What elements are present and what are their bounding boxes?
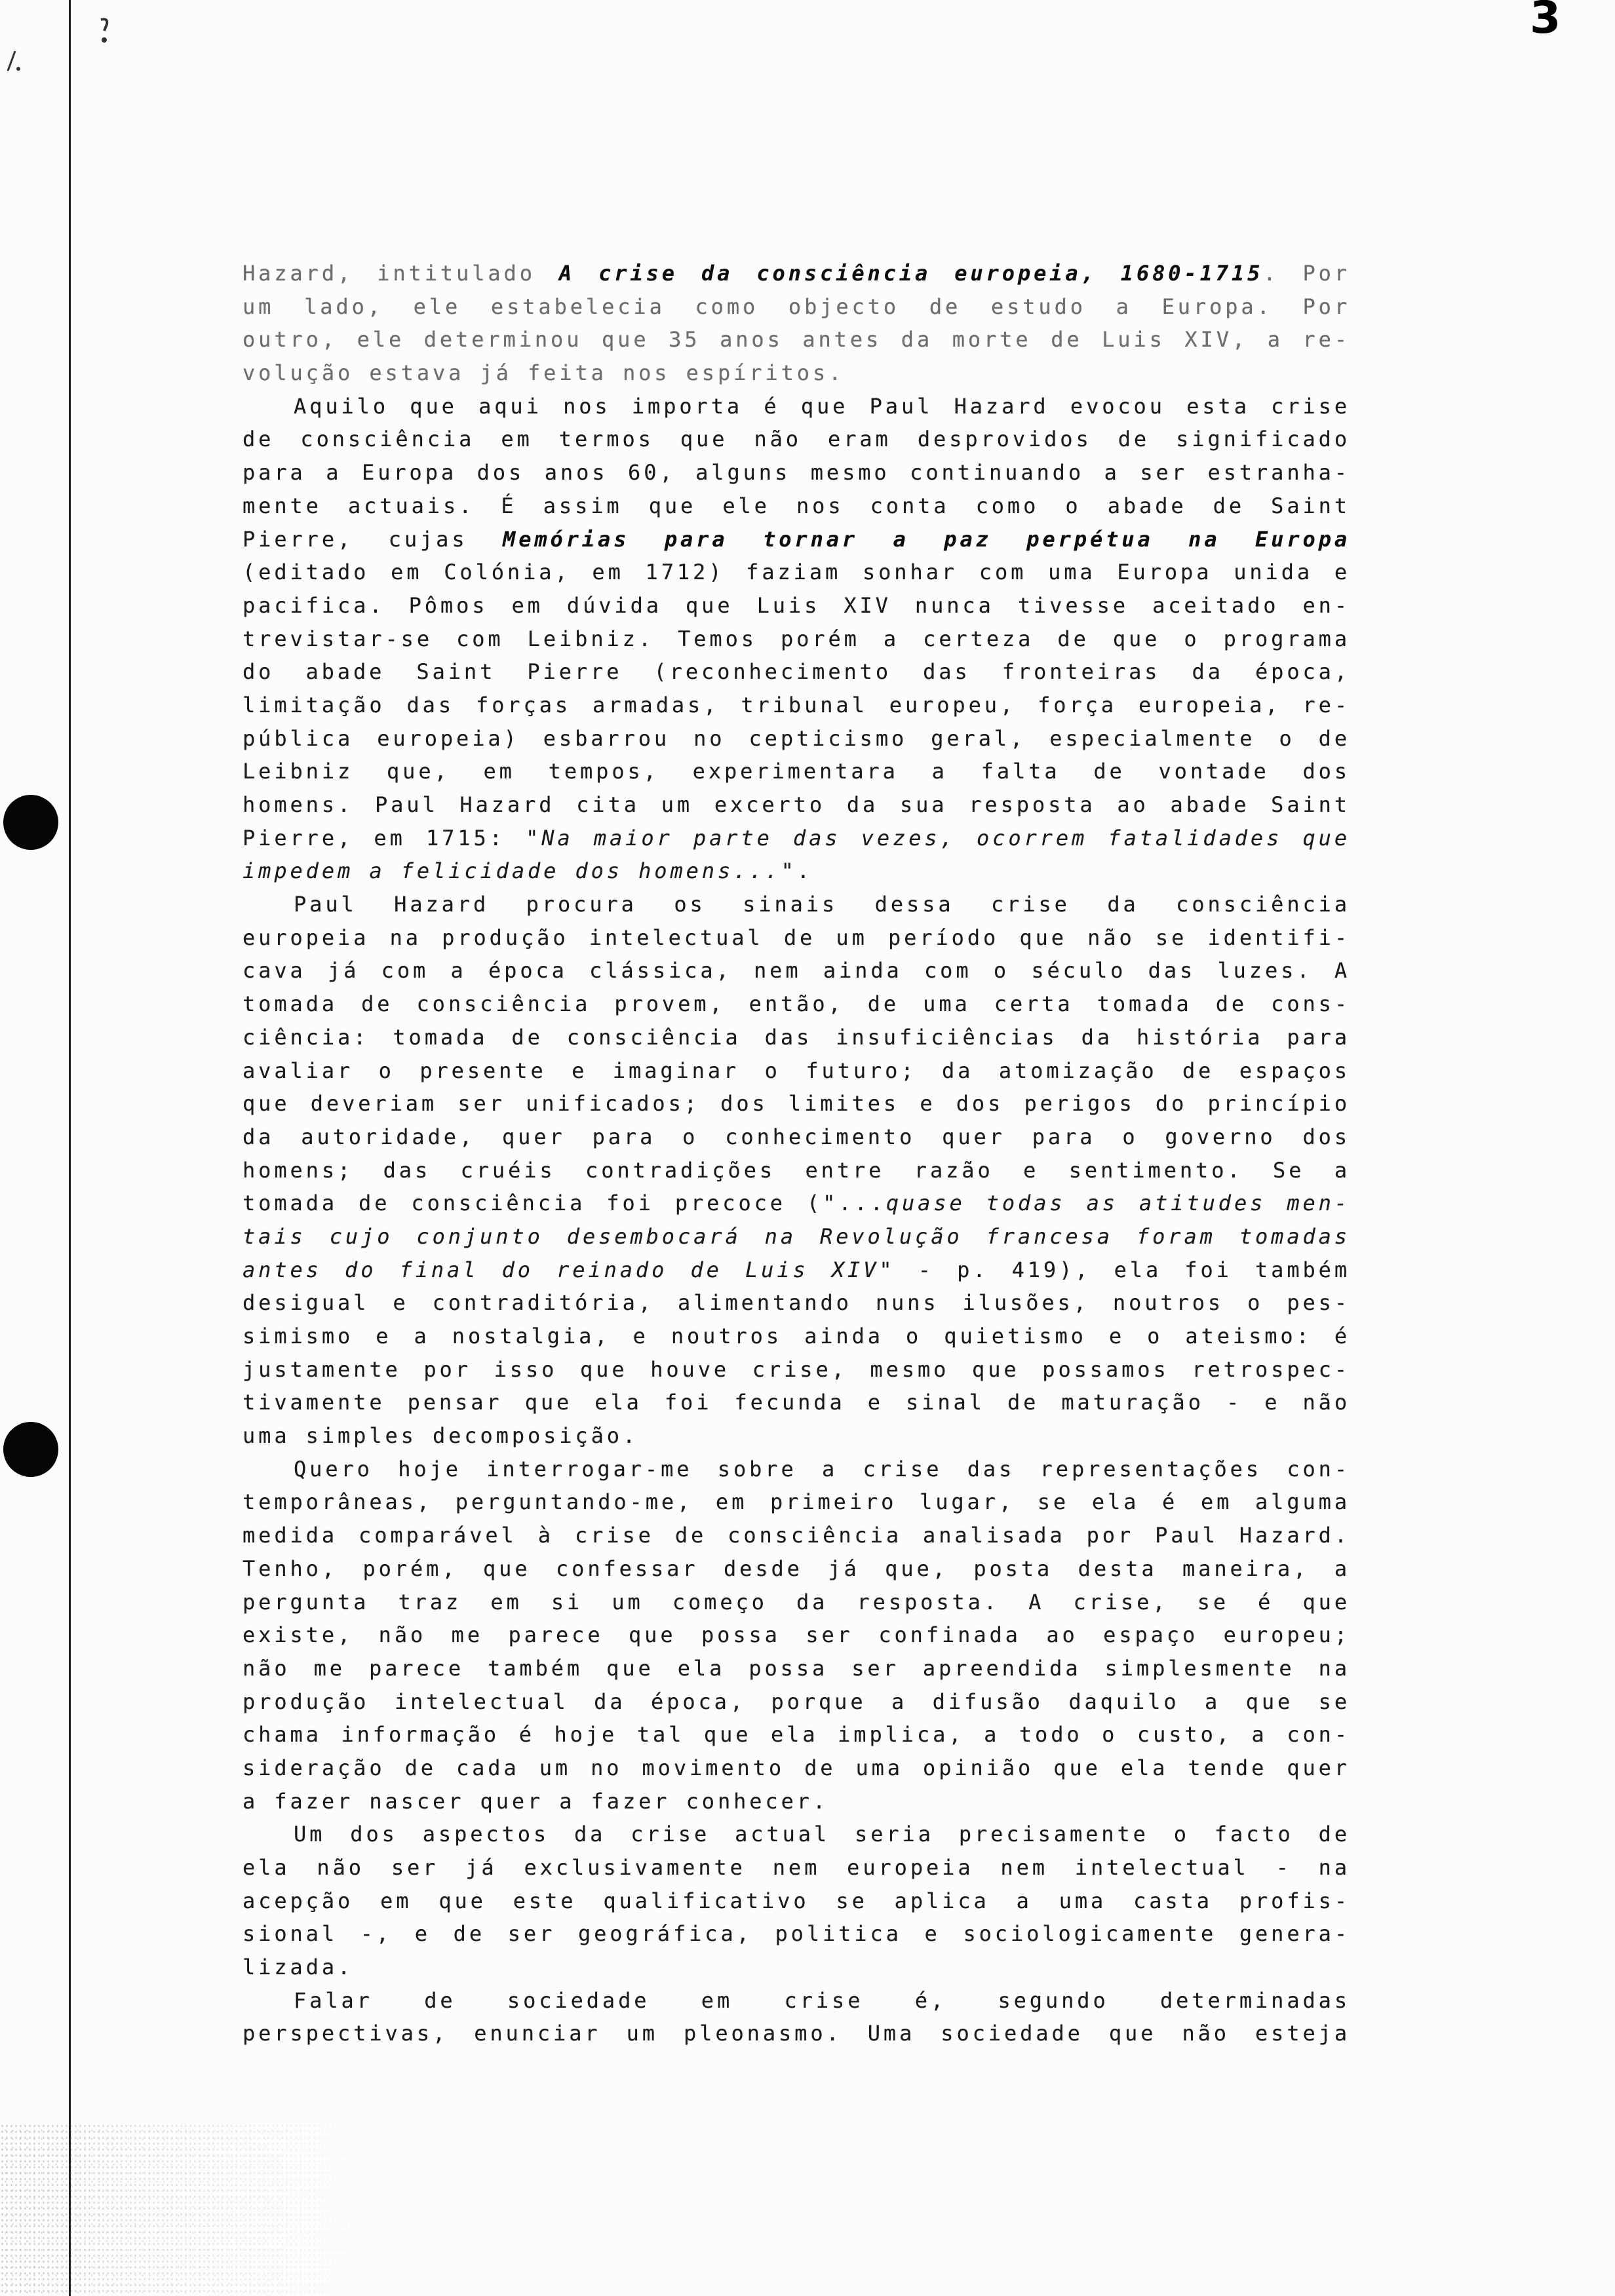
text-line [243, 755, 1350, 788]
punch-hole [3, 1422, 58, 1477]
text-segment: (editado em Colónia, em 1712) faziam sonhar com uma Europa unida e [243, 560, 1350, 585]
text-line [243, 1320, 1350, 1353]
text-segment: ela não ser já exclusivamente nem europeia nem intelectual - na [243, 1855, 1350, 1880]
text-line [243, 589, 1350, 622]
text-segment: perspectivas, enunciar um pleonasmo. Uma sociedade que não esteja [243, 2021, 1350, 2046]
text-segment: para a Europa dos anos 60, alguns mesmo continuando a ser estranha- [243, 460, 1350, 486]
text-segment: produção intelectual da época, porque a difusão daquilo a que se [243, 1689, 1350, 1714]
text-segment: Quero hoje interrogar-me sobre a crise das representações con- [294, 1456, 1350, 1482]
margin-rule [69, 0, 71, 2296]
text-segment: do abade Saint Pierre (reconhecimento das fronteiras da época, [243, 659, 1350, 685]
text-segment: acepção em que este qualificativo se aplica a uma casta profis- [243, 1888, 1350, 1913]
text-segment: trevistar-se com Leibniz. Temos porém a certeza de que o programa [243, 626, 1350, 651]
text-line [243, 1851, 1350, 1885]
text-line [243, 1652, 1350, 1685]
text-segment: volução estava já feita nos espíritos. [243, 360, 845, 386]
text-line [243, 1552, 1350, 1586]
text-line [243, 1286, 1350, 1320]
text-segment: não me parece também que ela possa ser apreendida simplesmente na [243, 1655, 1350, 1681]
book-title: A crise da consciência europeia, 1680-1715 [558, 261, 1264, 286]
text-segment: tomada de consciência provem, então, de uma certa tomada de cons- [243, 991, 1350, 1017]
text-segment: desigual e contraditória, alimentando nuns ilusões, noutros o pes- [243, 1290, 1350, 1316]
text-segment: . Por [1263, 261, 1351, 286]
text-line [243, 921, 1350, 955]
paragraph [243, 1984, 1350, 2050]
quotation: quase todas as atitudes men- [885, 1191, 1350, 1216]
text-line [243, 2017, 1350, 2050]
text-line [243, 788, 1350, 822]
text-segment: homens; das cruéis contradições entre razão e sentimento. Se a [243, 1157, 1350, 1183]
text-line [243, 1120, 1350, 1154]
text-segment: pacifica. Pômos em dúvida que Luis XIV nunca tivesse aceitado en- [243, 592, 1350, 618]
text-segment: um lado, ele estabelecia como objecto de estudo a Europa. Por [243, 294, 1350, 319]
text-line [243, 722, 1350, 756]
paragraph [243, 257, 1350, 390]
text-line [243, 1353, 1350, 1387]
text-segment: da autoridade, quer para o conhecimento quer para o governo dos [243, 1124, 1350, 1149]
text-line [243, 1718, 1350, 1751]
text-segment: outro, ele determinou que 35 anos antes da morte de Luis XIV, a re- [243, 327, 1350, 353]
text-segment: Pierre, em 1715: [243, 825, 526, 851]
text-line [243, 954, 1350, 987]
text-line [243, 1054, 1350, 1088]
text-segment: sional -, e de ser geográfica, politica e sociologicamente genera- [243, 1921, 1350, 1947]
text-segment: pergunta traz em si um começo da resposta. A crise, se é que [243, 1589, 1350, 1615]
text-segment: Pierre, cujas [243, 526, 503, 552]
text-line [243, 987, 1350, 1021]
text-line [243, 1951, 1350, 1984]
quotation: impedem a felicidade dos homens..." [243, 858, 797, 884]
text-line [243, 523, 1350, 556]
text-line [243, 1519, 1350, 1552]
text-segment: temporâneas, perguntando-me, em primeiro lugar, se ela é em alguma [243, 1489, 1350, 1515]
text-segment: europeia na produção intelectual de um período que não se identifi- [243, 925, 1350, 950]
text-line [243, 1586, 1350, 1619]
text-segment: - p. 419), ela foi também [895, 1257, 1351, 1282]
text-line [243, 1885, 1350, 1918]
paragraph [243, 1453, 1350, 1818]
text-segment: . [796, 858, 813, 884]
punch-hole [3, 795, 58, 850]
text-segment: Tenho, porém, que confessar desde já que, posta desta maneira, a [243, 1556, 1350, 1581]
text-line [243, 1154, 1350, 1187]
text-line [243, 1021, 1350, 1054]
text-line [243, 556, 1350, 589]
text-line [243, 1187, 1350, 1220]
book-title: Memórias para tornar a paz perpétua na Europa [503, 526, 1351, 552]
text-segment: uma simples decomposição. [243, 1423, 639, 1449]
paragraph [243, 390, 1350, 888]
text-segment: chama informação é hoje tal que ela implica, a todo o custo, a con- [243, 1722, 1350, 1748]
text-line [243, 1220, 1350, 1253]
text-line [243, 1818, 1350, 1851]
text-line [243, 622, 1350, 656]
text-segment: lizada. [243, 1955, 354, 1980]
text-segment: homens. Paul Hazard cita um excerto da sua resposta ao abade Saint [243, 792, 1350, 817]
text-segment: existe, não me parece que possa ser confinada ao espaço europeu; [243, 1622, 1350, 1648]
text-segment: Hazard, intitulado [243, 261, 559, 286]
text-segment: mente actuais. É assim que ele nos conta como o abade de Saint [243, 493, 1350, 518]
text-segment: sideração de cada um no movimento de uma opinião que ela tende quer [243, 1755, 1350, 1780]
text-line [243, 1453, 1350, 1486]
text-segment: medida comparável à crise de consciência analisada por Paul Hazard. [243, 1523, 1350, 1548]
paragraph [243, 1818, 1350, 1983]
text-line [243, 290, 1350, 324]
text-segment: tomada de consciência foi precoce ("... [243, 1191, 886, 1216]
quotation: antes do final do reinado de Luis XIV" [243, 1257, 895, 1282]
text-line [243, 689, 1350, 722]
paragraph [243, 888, 1350, 1453]
text-line [243, 1419, 1350, 1453]
scan-mark [5, 48, 22, 73]
text-line [243, 390, 1350, 423]
text-line [243, 489, 1350, 523]
text-segment: Aquilo que aqui nos importa é que Paul Hazard evocou esta crise [294, 393, 1350, 419]
text-line [243, 822, 1350, 855]
text-line [243, 1785, 1350, 1818]
text-line [243, 1984, 1350, 2018]
text-line [243, 257, 1350, 290]
text-segment: Leibniz que, em tempos, experimentara a falta de vontade dos [243, 759, 1350, 784]
text-line [243, 423, 1350, 456]
text-segment: justamente por isso que houve crise, mesmo que possamos retrospec- [243, 1356, 1350, 1382]
text-segment: avaliar o presente e imaginar o futuro; da atomização de espaços [243, 1058, 1350, 1083]
page-number: 3 [1530, 0, 1561, 44]
text-segment: simismo e a nostalgia, e noutros ainda o quietismo e o ateismo: é [243, 1324, 1350, 1349]
text-line [243, 1751, 1350, 1785]
text-segment: Falar de sociedade em crise é, segundo determinadas [294, 1987, 1350, 2013]
text-line [243, 888, 1350, 921]
text-line [243, 1618, 1350, 1652]
text-segment: limitação das forças armadas, tribunal europeu, força europeia, re- [243, 692, 1350, 718]
text-segment: tivamente pensar que ela foi fecunda e sinal de maturação - e não [243, 1390, 1350, 1415]
body-text [243, 257, 1350, 2050]
text-line [243, 456, 1350, 489]
text-line [243, 854, 1350, 888]
text-line [243, 356, 1350, 390]
text-segment: Paul Hazard procura os sinais dessa crise da consciência [294, 892, 1350, 917]
text-line [243, 655, 1350, 689]
text-segment: que deveriam ser unificados; dos limites e dos perigos do princípio [243, 1091, 1350, 1117]
text-line [243, 1253, 1350, 1287]
text-segment: cava já com a época clássica, nem ainda com o século das luzes. A [243, 958, 1350, 984]
text-line [243, 1087, 1350, 1120]
quotation: tais cujo conjunto desembocará na Revolução francesa foram tomadas [243, 1223, 1350, 1249]
text-line [243, 1917, 1350, 1951]
text-line [243, 323, 1350, 356]
text-segment: a fazer nascer quer a fazer conhecer. [243, 1788, 829, 1814]
text-segment: de consciência em termos que não eram desprovidos de significado [243, 427, 1350, 452]
text-segment: ciência: tomada de consciência das insuficiências da história para [243, 1024, 1350, 1050]
scan-mark [98, 16, 111, 46]
text-segment: Um dos aspectos da crise actual seria precisamente o facto de [294, 1822, 1350, 1847]
scan-noise [0, 2123, 393, 2296]
text-line [243, 1386, 1350, 1419]
text-segment: pública europeia) esbarrou no cepticismo geral, especialmente o de [243, 725, 1350, 751]
text-line [243, 1485, 1350, 1519]
text-line [243, 1685, 1350, 1719]
quotation: "Na maior parte das vezes, ocorrem fatalidades que [526, 825, 1350, 851]
